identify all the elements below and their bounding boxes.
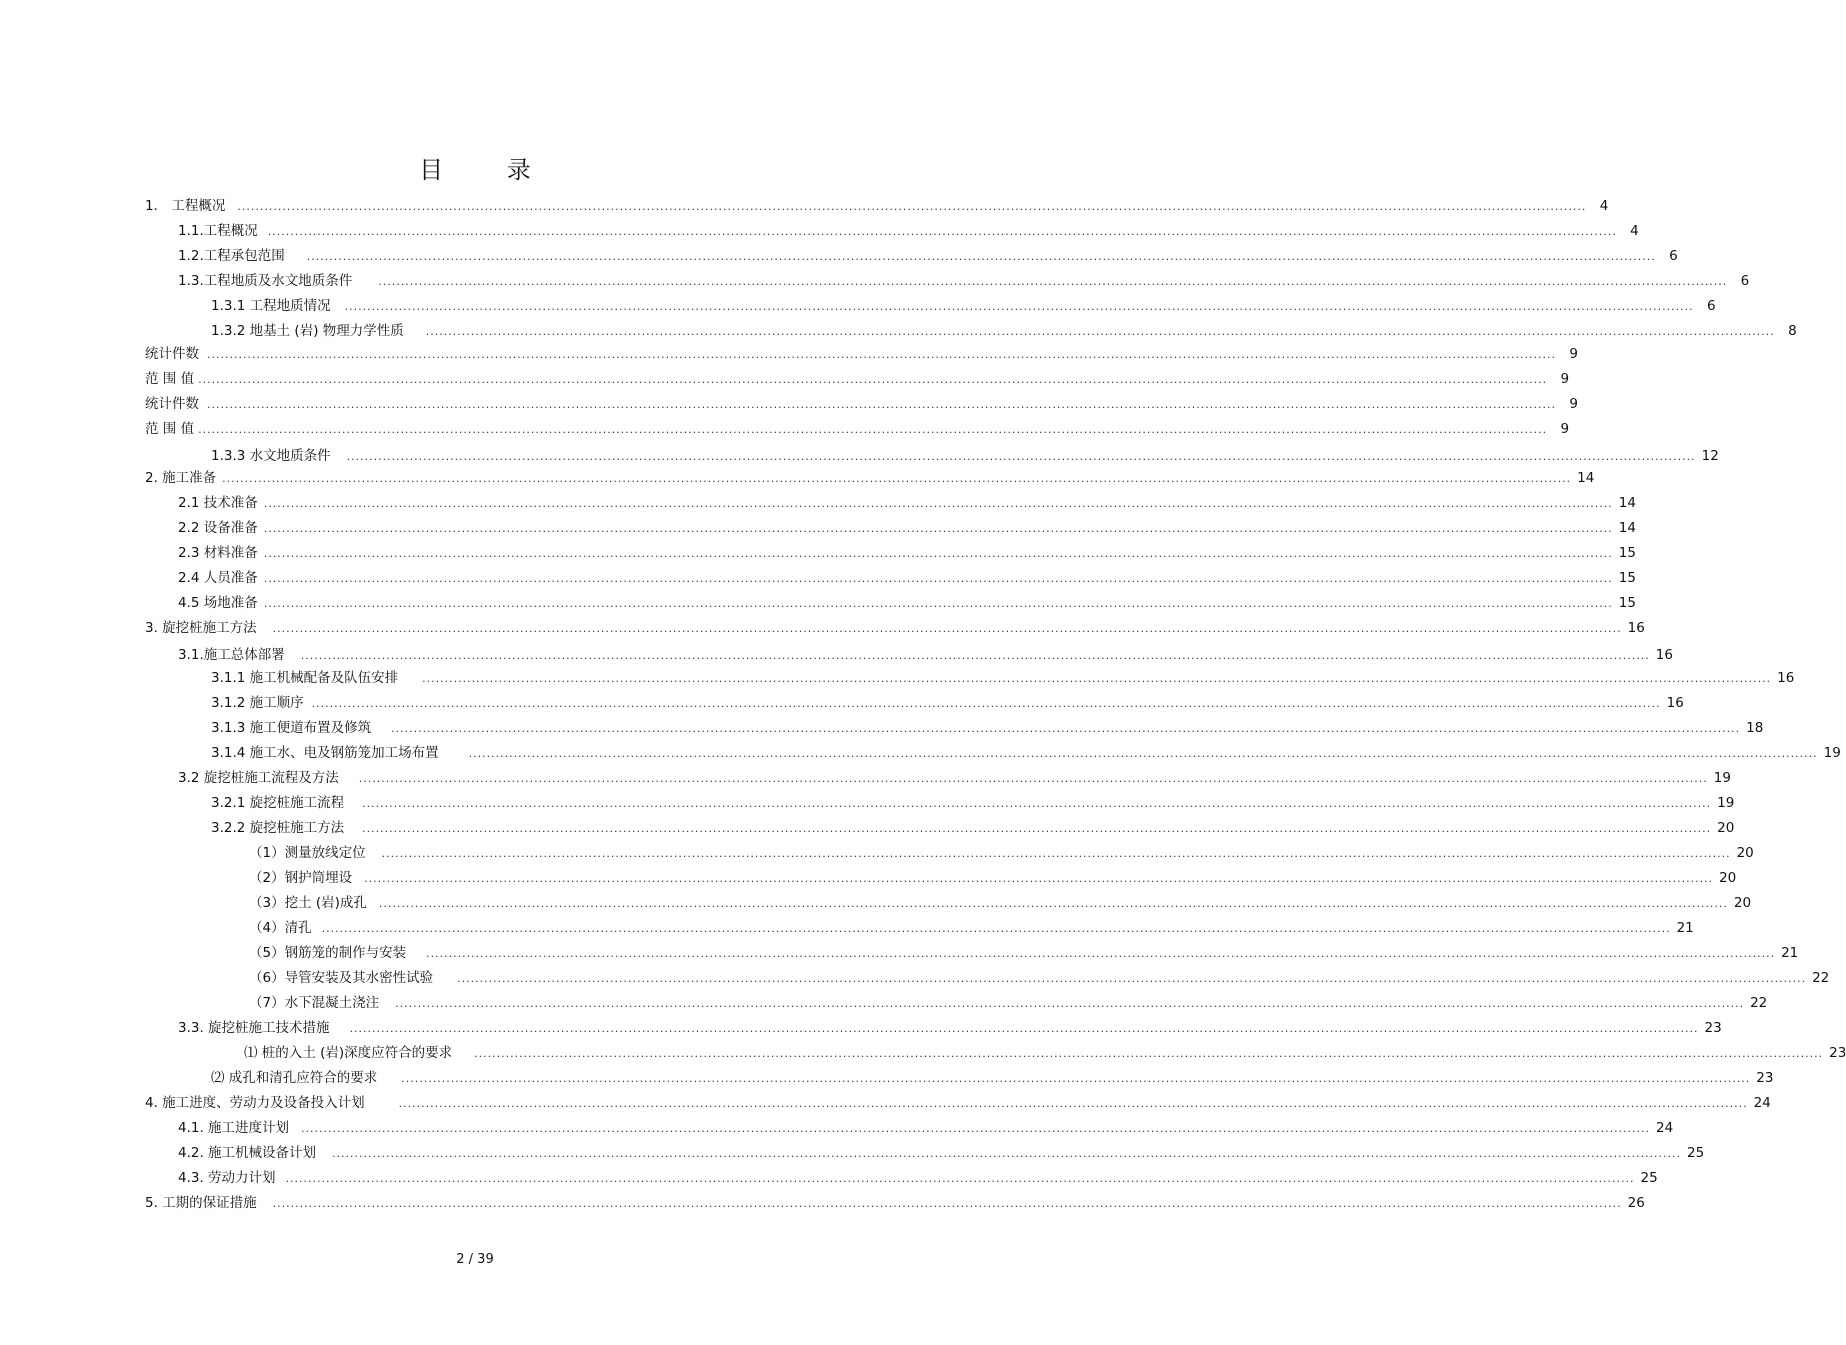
toc-entry-label: （2）钢护筒埋设: [249, 870, 353, 886]
toc-entry-label: （1）测量放线定位: [249, 845, 366, 861]
toc-entry-label: 3. 旋挖桩施工方法: [145, 620, 257, 636]
toc-entry-label: 1． 工程概况: [145, 198, 226, 214]
toc-entry-page: 20: [1736, 845, 1754, 861]
toc-entry[interactable]: [178, 494, 1636, 513]
toc-entry-page: 6: [1707, 298, 1716, 314]
toc-entry[interactable]: [249, 994, 1768, 1013]
toc-entry[interactable]: [211, 447, 1719, 466]
toc-entry[interactable]: [178, 569, 1636, 588]
toc-entry-label: 1.1.工程概况: [178, 223, 258, 239]
toc-entry[interactable]: [211, 1069, 1774, 1088]
toc-entry-page: 9: [1569, 396, 1578, 412]
toc-leader-dots: ............................................................................................................................................................................................................................................................................................................: [272, 622, 1622, 635]
toc-entry[interactable]: [249, 969, 1830, 988]
toc-leader-dots: ............................................................................................................................................................................................................................................................................................................: [346, 450, 1696, 463]
toc-leader-dots: ............................................................................................................................................................................................................................................................................................................: [468, 747, 1818, 760]
toc-leader-dots: ............................................................................................................................................................................................................................................................................................................: [332, 1147, 1682, 1160]
toc-leader-dots: ............................................................................................................................................................................................................................................................................................................: [321, 922, 1671, 935]
toc-leader-dots: ............................................................................................................................................................................................................................................................................................................: [198, 423, 1548, 436]
toc-leader-dots: ............................................................................................................................................................................................................................................................................................................: [300, 649, 1650, 662]
toc-leader-dots: ............................................................................................................................................................................................................................................................................................................: [378, 897, 1728, 910]
toc-entry-label: 2.2 设备准备: [178, 520, 258, 536]
toc-leader-dots: ............................................................................................................................................................................................................................................................................................................: [263, 547, 1613, 560]
toc-entry[interactable]: [178, 1119, 1674, 1138]
toc-leader-dots: ............................................................................................................................................................................................................................................................................................................: [222, 472, 1572, 485]
toc-entry[interactable]: [178, 1019, 1722, 1038]
toc-entry[interactable]: [178, 1144, 1705, 1163]
toc-leader-dots: ............................................................................................................................................................................................................................................................................................................: [198, 373, 1548, 386]
toc-leader-dots: ............................................................................................................................................................................................................................................................................................................: [474, 1047, 1824, 1060]
toc-entry-page: 16: [1655, 647, 1673, 663]
toc-entry[interactable]: [249, 869, 1737, 888]
toc-entry[interactable]: [178, 594, 1636, 613]
toc-entry-label: 5. 工期的保证措施: [145, 1195, 257, 1211]
toc-entry[interactable]: [178, 272, 1750, 291]
toc-entry[interactable]: [145, 345, 1578, 364]
toc-entry[interactable]: [178, 222, 1639, 241]
toc-entry[interactable]: [178, 1169, 1658, 1188]
toc-leader-dots: ............................................................................................................................................................................................................................................................................................................: [207, 398, 1556, 411]
toc-entry-page: 9: [1560, 421, 1570, 437]
toc-entry-label: 4. 施工进度、劳动力及设备投入计划: [145, 1095, 365, 1111]
toc-entry[interactable]: [211, 322, 1797, 341]
toc-entry-page: 19: [1717, 795, 1735, 811]
toc-entry-page: 14: [1577, 470, 1595, 486]
toc-leader-dots: ............................................................................................................................................................................................................................................................................................................: [311, 697, 1661, 710]
toc-entry-page: 23: [1829, 1045, 1846, 1061]
toc-entry-label: 3.1.4 施工水、电及钢筋笼加工场布置: [211, 745, 439, 761]
toc-entry-label: 4.2. 施工机械设备计划: [178, 1145, 317, 1161]
toc-entry[interactable]: [249, 944, 1799, 963]
toc-entry[interactable]: [178, 519, 1636, 538]
toc-entry-page: 12: [1701, 448, 1719, 464]
toc-entry-page: 23: [1704, 1020, 1722, 1036]
toc-entry-label: ⑴ 桩的入土 (岩)深度应符合的要求: [244, 1045, 453, 1061]
toc-entry-page: 20: [1717, 820, 1735, 836]
toc-leader-dots: ............................................................................................................................................................................................................................................................................................................: [306, 250, 1656, 263]
toc-entry-label: 3.3. 旋挖桩施工技术措施: [178, 1020, 330, 1036]
toc-entry[interactable]: [211, 819, 1735, 838]
toc-entry-label: 统计件数: [145, 346, 199, 362]
toc-entry[interactable]: [178, 247, 1678, 266]
toc-leader-dots: ............................................................................................................................................................................................................................................................................................................: [263, 522, 1613, 535]
toc-entry[interactable]: [244, 1044, 1846, 1063]
toc-entry-label: 3.2.2 旋挖桩施工方法: [211, 820, 345, 836]
toc-leader-dots: ............................................................................................................................................................................................................................................................................................................: [362, 797, 1712, 810]
toc-leader-dots: ............................................................................................................................................................................................................................................................................................................: [364, 872, 1714, 885]
toc-entry-label: 3.1.2 施工顺序: [211, 695, 304, 711]
toc-entry[interactable]: [178, 544, 1636, 563]
toc-entry[interactable]: [249, 919, 1694, 938]
toc-entry-label: 2.1 技术准备: [178, 495, 258, 511]
toc-entry[interactable]: [145, 197, 1609, 216]
toc-entry-page: 9: [1569, 346, 1578, 362]
toc-entry[interactable]: [211, 719, 1764, 738]
toc-leader-dots: ............................................................................................................................................................................................................................................................................................................: [263, 572, 1613, 585]
toc-entry-page: 25: [1687, 1145, 1705, 1161]
toc-entry-label: 范 围 值: [145, 421, 195, 437]
toc-entry-page: 18: [1746, 720, 1764, 736]
toc-leader-dots: ............................................................................................................................................................................................................................................................................................................: [301, 1122, 1651, 1135]
toc-leader-dots: ............................................................................................................................................................................................................................................................................................................: [422, 672, 1772, 685]
toc-entry-label: 3.1.1 施工机械配备及队伍安排: [211, 670, 399, 686]
toc-leader-dots: ............................................................................................................................................................................................................................................................................................................: [362, 822, 1712, 835]
toc-entry-label: 1.3.2 地基土 (岩) 物理力学性质: [211, 323, 404, 339]
toc-leader-dots: ............................................................................................................................................................................................................................................................................................................: [344, 300, 1694, 313]
toc-leader-dots: ............................................................................................................................................................................................................................................................................................................: [207, 348, 1556, 361]
toc-entry-page: 4: [1599, 198, 1609, 214]
toc-entry-label: 3.1.3 施工便道布置及修筑: [211, 720, 372, 736]
toc-entry-label: 3.1.施工总体部署: [178, 647, 285, 663]
toc-entry-label: 2. 施工准备: [145, 470, 217, 486]
toc-leader-dots: ............................................................................................................................................................................................................................................................................................................: [378, 275, 1728, 288]
toc-leader-dots: ............................................................................................................................................................................................................................................................................................................: [285, 1172, 1635, 1185]
toc-entry-page: 23: [1756, 1070, 1774, 1086]
toc-leader-dots: ............................................................................................................................................................................................................................................................................................................: [358, 772, 1708, 785]
toc-leader-dots: ............................................................................................................................................................................................................................................................................................................: [425, 325, 1775, 338]
toc-entry-label: 4.3. 劳动力计划: [178, 1170, 276, 1186]
toc-entry-page: 15: [1618, 595, 1636, 611]
toc-entry[interactable]: [145, 370, 1570, 389]
toc-entry-page: 21: [1676, 920, 1694, 936]
toc-entry-label: （7）水下混凝土浇注: [249, 995, 380, 1011]
toc-entry-label: 4.5 场地准备: [178, 595, 258, 611]
toc-entry-label: 2.4 人员准备: [178, 570, 258, 586]
toc-entry-page: 24: [1753, 1095, 1771, 1111]
toc-leader-dots: ............................................................................................................................................................................................................................................................................................................: [272, 1197, 1622, 1210]
toc-entry[interactable]: [249, 894, 1752, 913]
toc-entry[interactable]: [178, 769, 1731, 788]
toc-entry[interactable]: [211, 297, 1716, 316]
toc-leader-dots: ............................................................................................................................................................................................................................................................................................................: [395, 997, 1745, 1010]
toc-entry[interactable]: [249, 844, 1754, 863]
toc-entry-label: 统计件数: [145, 396, 199, 412]
toc-entry-page: 24: [1656, 1120, 1674, 1136]
toc-entry-label: 1.3.1 工程地质情况: [211, 298, 331, 314]
toc-entry-label: （4）清孔: [249, 920, 312, 936]
toc-entry[interactable]: [145, 1194, 1645, 1213]
toc-entry-label: 1.3.工程地质及水文地质条件: [178, 273, 353, 289]
toc-leader-dots: ............................................................................................................................................................................................................................................................................................................: [391, 722, 1741, 735]
toc-entry-label: ⑵ 成孔和清孔应符合的要求: [211, 1070, 378, 1086]
toc-leader-dots: ............................................................................................................................................................................................................................................................................................................: [401, 1072, 1751, 1085]
toc-leader-dots: ............................................................................................................................................................................................................................................................................................................: [267, 225, 1617, 238]
toc-entry-page: 21: [1781, 945, 1799, 961]
toc-entry[interactable]: [211, 744, 1841, 763]
toc-entry-page: 8: [1788, 323, 1797, 339]
toc-leader-dots: ............................................................................................................................................................................................................................................................................................................: [457, 972, 1807, 985]
toc-entry-page: 15: [1618, 545, 1636, 561]
toc-entry-page: 14: [1618, 495, 1636, 511]
toc-entry-page: 26: [1627, 1195, 1645, 1211]
toc-entry-page: 19: [1823, 745, 1841, 761]
toc-entry-page: 16: [1777, 670, 1795, 686]
toc-entry-label: （5）钢筋笼的制作与安装: [249, 945, 407, 961]
toc-entry[interactable]: [211, 794, 1735, 813]
toc-leader-dots: ............................................................................................................................................................................................................................................................................................................: [381, 847, 1731, 860]
toc-entry-label: 1.3.3 水文地质条件: [211, 448, 331, 464]
toc-entry-label: （6）导管安装及其水密性试验: [249, 970, 434, 986]
toc-entry-label: 3.2.1 旋挖桩施工流程: [211, 795, 345, 811]
toc-leader-dots: ............................................................................................................................................................................................................................................................................................................: [398, 1097, 1748, 1110]
toc-entry-page: 20: [1733, 895, 1752, 911]
toc-leader-dots: ............................................................................................................................................................................................................................................................................................................: [349, 1022, 1699, 1035]
toc-entry[interactable]: [145, 420, 1570, 439]
toc-entry-label: 2.3 材料准备: [178, 545, 258, 561]
toc-leader-dots: ............................................................................................................................................................................................................................................................................................................: [263, 497, 1613, 510]
toc-entry-page: 6: [1740, 273, 1750, 289]
toc-entry-label: （3）挖土 (岩)成孔: [249, 895, 367, 911]
toc-entry[interactable]: [145, 395, 1578, 414]
toc-entry-page: 16: [1627, 620, 1645, 636]
toc-entry-page: 15: [1618, 570, 1636, 586]
toc-entry-page: 22: [1812, 970, 1830, 986]
page-title: 目 录: [419, 156, 559, 184]
toc-entry-page: 25: [1640, 1170, 1658, 1186]
toc-entry-label: 3.2 旋挖桩施工流程及方法: [178, 770, 339, 786]
toc-entry-label: 范 围 值: [145, 371, 195, 387]
toc-entry[interactable]: [145, 469, 1595, 488]
toc-leader-dots: ............................................................................................................................................................................................................................................................................................................: [426, 947, 1776, 960]
toc-entry[interactable]: [211, 669, 1795, 688]
toc-entry[interactable]: [211, 694, 1684, 713]
toc-entry-page: 6: [1669, 248, 1678, 264]
toc-entry-page: 4: [1630, 223, 1639, 239]
page-number: 2 / 39: [456, 1252, 494, 1267]
toc-entry-label: 4.1. 施工进度计划: [178, 1120, 290, 1136]
toc-leader-dots: ............................................................................................................................................................................................................................................................................................................: [237, 200, 1587, 213]
toc-entry-label: 1.2.工程承包范围: [178, 248, 285, 264]
toc-entry-page: 9: [1560, 371, 1570, 387]
toc-entry[interactable]: [145, 619, 1645, 638]
toc-entry-page: 22: [1750, 995, 1768, 1011]
toc-entry[interactable]: [178, 646, 1673, 665]
toc-entry[interactable]: [145, 1094, 1771, 1113]
toc-entry-page: 16: [1666, 695, 1684, 711]
toc-entry-page: 14: [1618, 520, 1636, 536]
toc-leader-dots: ............................................................................................................................................................................................................................................................................................................: [263, 597, 1613, 610]
toc-entry-page: 19: [1713, 770, 1731, 786]
toc-entry-page: 20: [1719, 870, 1737, 886]
